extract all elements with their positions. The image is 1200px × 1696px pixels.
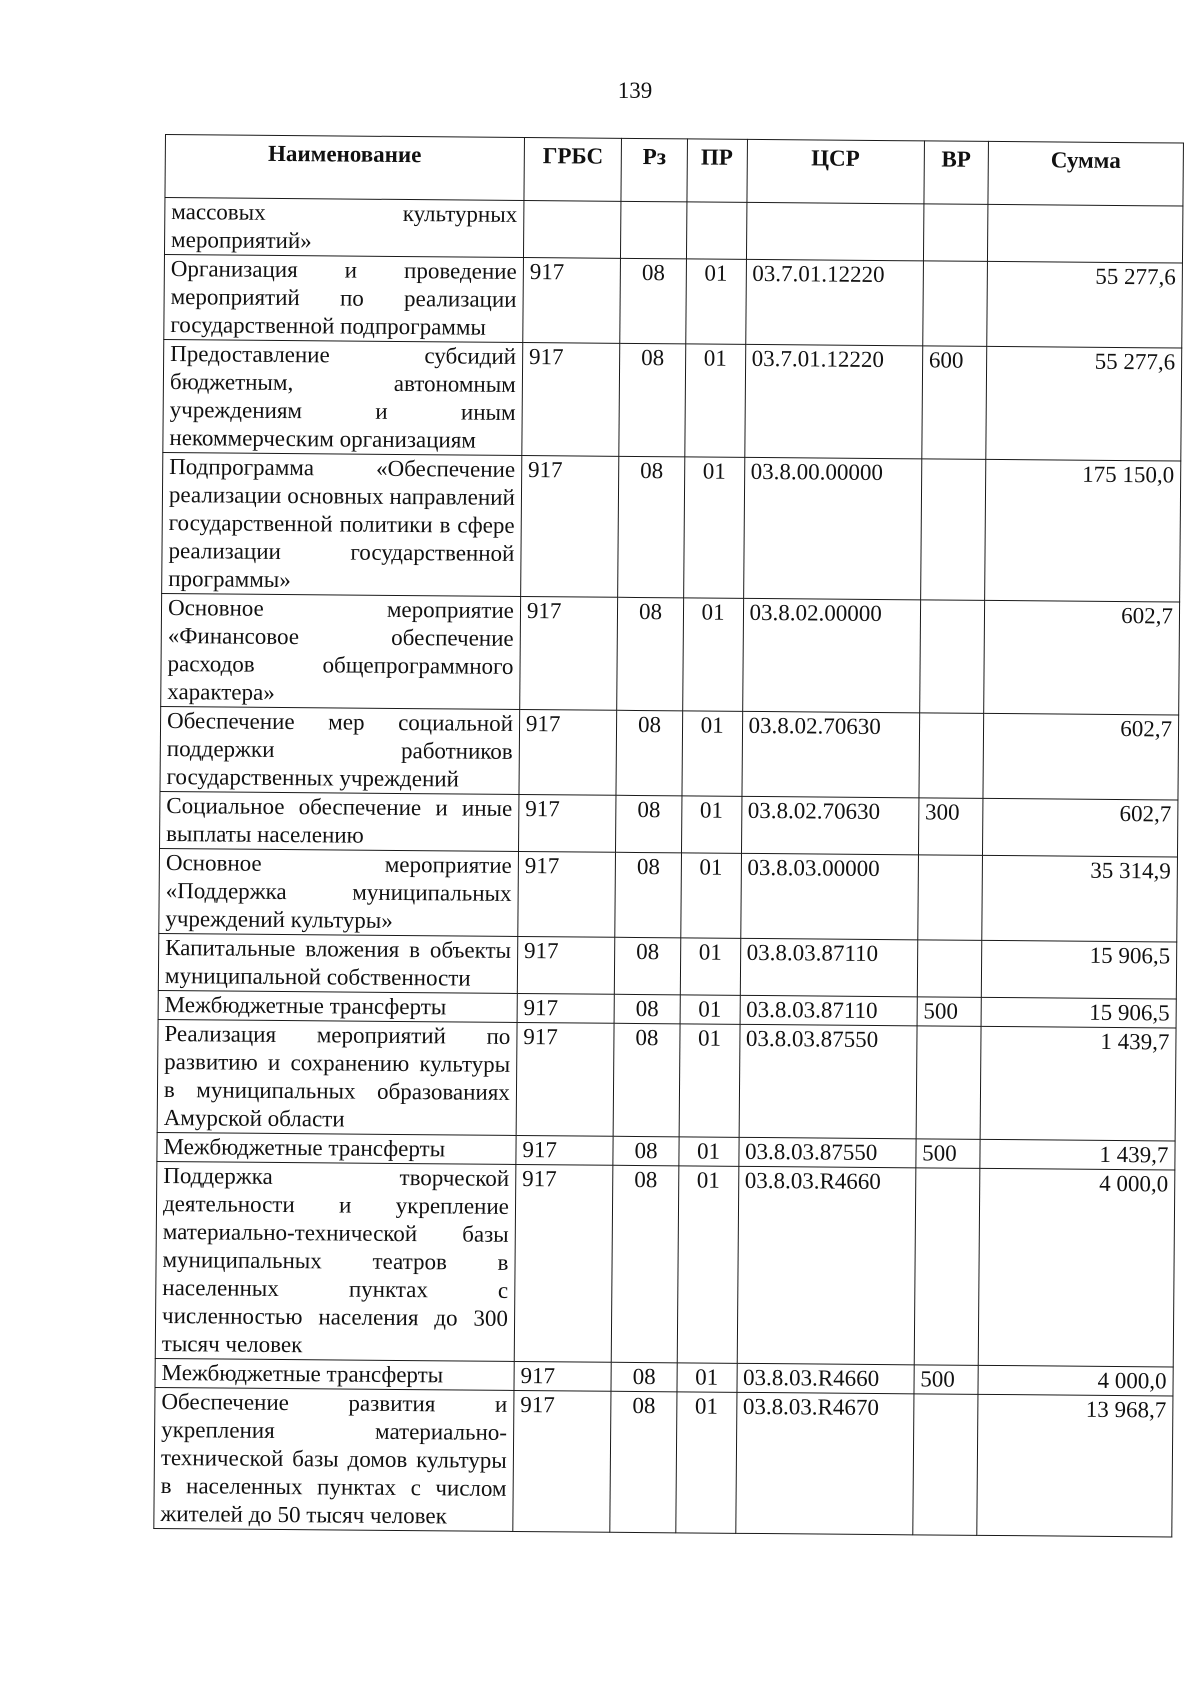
cell-grbs: 917 <box>522 343 620 457</box>
cell-pr: 01 <box>680 995 740 1025</box>
cell-pr: 01 <box>677 1363 737 1393</box>
cell-rz: 08 <box>615 852 681 938</box>
table-row <box>164 198 1182 264</box>
cell-name: Социальное обеспечение и иные выплаты населению <box>160 791 519 851</box>
cell-pr: 01 <box>685 344 746 457</box>
table-row <box>154 1387 1173 1537</box>
cell-name: Подпрограмма «Обеспечение реализации основных направлений государственной политики в сфере реализации государственной программы» <box>162 452 522 596</box>
cell-rz: 08 <box>618 456 685 598</box>
table-row <box>157 1019 1176 1141</box>
cell-csr: 03.8.02.70630 <box>741 711 919 797</box>
cell-vr <box>917 940 982 998</box>
cell-name: Капитальные вложения в объекты муниципальной собственности <box>158 933 517 993</box>
cell-name: Обеспечение развития и укрепления материально-технической базы домов культуры в населенных пунктах с числом жителей до 50 тысяч человек <box>154 1387 514 1531</box>
budget-table <box>153 134 1184 1537</box>
table-row <box>159 848 1178 942</box>
cell-rz: 08 <box>610 1391 677 1533</box>
table-row <box>155 1161 1175 1367</box>
cell-vr <box>919 713 984 799</box>
header-sum: Сумма <box>988 141 1184 206</box>
cell-pr: 01 <box>683 457 744 598</box>
cell-rz: 08 <box>611 1362 677 1392</box>
cell-vr <box>923 261 988 347</box>
table-header-row <box>165 135 1183 207</box>
cell-grbs: 917 <box>517 936 615 994</box>
cell-sum: 602,7 <box>982 798 1177 857</box>
table-row <box>161 593 1180 715</box>
cell-csr: 03.8.00.00000 <box>743 457 921 599</box>
cell-sum: 55 277,6 <box>987 261 1183 348</box>
cell-rz: 08 <box>619 343 685 457</box>
table-row <box>163 339 1182 461</box>
header-name: Наименование <box>165 135 524 201</box>
cell-sum: 13 968,7 <box>977 1394 1173 1537</box>
table-row <box>164 254 1183 348</box>
cell-grbs: 917 <box>513 1390 612 1532</box>
cell-vr <box>918 855 983 941</box>
cell-pr: 01 <box>676 1392 737 1533</box>
cell-vr <box>920 459 985 601</box>
cell-csr: 03.8.03.R4670 <box>735 1392 913 1534</box>
cell-csr: 03.7.01.12220 <box>745 259 923 345</box>
cell-csr: 03.8.02.00000 <box>742 598 920 712</box>
cell-grbs: 917 <box>518 794 616 852</box>
header-vr: ВР <box>924 141 989 205</box>
cell-pr: 01 <box>682 711 743 796</box>
cell-sum: 55 277,6 <box>986 346 1182 461</box>
cell-sum: 1 439,7 <box>980 1026 1176 1141</box>
cell-rz: 08 <box>616 710 682 796</box>
cell-sum: 175 150,0 <box>985 459 1181 602</box>
cell-csr: 03.8.02.70630 <box>741 796 919 854</box>
cell-vr: 500 <box>917 997 981 1027</box>
cell-name: Межбюджетные трансферты <box>155 1358 514 1390</box>
cell-pr: 01 <box>685 259 746 344</box>
cell-grbs: 917 <box>520 596 618 710</box>
cell-csr: 03.8.03.87110 <box>740 938 918 996</box>
cell-csr: 03.8.03.87110 <box>740 995 917 1025</box>
cell-csr: 03.8.03.00000 <box>740 853 918 939</box>
cell-vr <box>913 1394 978 1536</box>
cell-grbs: 917 <box>514 1361 612 1391</box>
cell-rz: 08 <box>612 1165 679 1363</box>
cell-pr: 01 <box>682 598 743 711</box>
cell-rz: 08 <box>616 795 682 853</box>
cell-grbs: 917 <box>516 1022 614 1136</box>
cell-grbs <box>523 201 621 259</box>
cell-pr: 01 <box>680 938 740 995</box>
cell-vr <box>919 600 984 714</box>
table-row <box>162 452 1181 602</box>
cell-pr: 01 <box>677 1166 738 1363</box>
cell-rz: 08 <box>617 597 683 711</box>
table-row <box>160 706 1179 800</box>
cell-csr: 03.8.03.87550 <box>739 1024 917 1138</box>
cell-vr: 500 <box>914 1365 978 1395</box>
cell-name: Обеспечение мер социальной поддержки работников государственных учреждений <box>160 706 520 794</box>
cell-name: Поддержка творческой деятельности и укрепление материально-технической базы муниципальных театров в населенных пунктах с численностью населения до 300 тысяч человек <box>155 1161 516 1361</box>
cell-csr: 03.8.03.R4660 <box>737 1166 916 1364</box>
cell-name: массовых культурных мероприятий» <box>164 198 523 258</box>
cell-name: Реализация мероприятий по развитию и сохранению культуры в муниципальных образованиях Амурской области <box>157 1019 517 1135</box>
cell-vr: 300 <box>918 798 983 856</box>
cell-grbs: 917 <box>521 455 620 597</box>
cell-rz: 08 <box>613 1023 679 1137</box>
table-row <box>160 791 1178 857</box>
cell-csr <box>746 202 924 260</box>
cell-sum: 15 906,5 <box>981 997 1176 1028</box>
cell-vr: 500 <box>916 1139 980 1169</box>
cell-name: Предоставление субсидий бюджетным, автономным учреждениям и иным некоммерческим организациям <box>163 339 523 455</box>
cell-pr: 01 <box>681 796 741 853</box>
header-rz: Рз <box>621 138 687 202</box>
cell-name: Организация и проведение мероприятий по реализации государственной подпрограммы <box>164 254 524 342</box>
cell-sum: 4 000,0 <box>978 1168 1175 1367</box>
cell-pr: 01 <box>679 1024 740 1137</box>
page-number: 139 <box>617 78 653 103</box>
cell-sum: 602,7 <box>983 713 1179 800</box>
cell-vr <box>914 1168 980 1366</box>
header-grbs: ГРБС <box>524 138 622 202</box>
cell-vr <box>923 204 988 262</box>
cell-grbs: 917 <box>517 993 615 1023</box>
cell-sum: 35 314,9 <box>982 855 1178 942</box>
cell-grbs: 917 <box>519 709 617 795</box>
cell-rz: 08 <box>613 1136 679 1166</box>
cell-sum: 602,7 <box>984 600 1180 715</box>
cell-name: Основное мероприятие «Финансовое обеспечение расходов общепрограммного характера» <box>161 593 521 709</box>
cell-csr: 03.8.03.87550 <box>738 1137 915 1167</box>
cell-vr <box>916 1026 981 1140</box>
table-row <box>158 933 1176 999</box>
cell-grbs: 917 <box>523 258 621 344</box>
header-csr: ЦСР <box>746 139 924 203</box>
cell-rz <box>621 201 687 259</box>
cell-rz: 08 <box>620 258 686 344</box>
cell-sum <box>987 204 1182 263</box>
cell-vr: 600 <box>922 346 987 460</box>
header-pr: ПР <box>687 139 747 202</box>
cell-pr: 01 <box>680 853 741 938</box>
cell-name: Межбюджетные трансферты <box>157 1132 516 1164</box>
cell-pr <box>686 202 746 259</box>
cell-grbs: 917 <box>514 1164 613 1362</box>
cell-name: Межбюджетные трансферты <box>158 990 517 1022</box>
cell-rz: 08 <box>614 994 680 1024</box>
cell-sum: 15 906,5 <box>981 940 1176 999</box>
cell-grbs: 917 <box>518 851 616 937</box>
cell-grbs: 917 <box>516 1135 614 1165</box>
cell-rz: 08 <box>615 937 681 995</box>
cell-csr: 03.7.01.12220 <box>744 344 922 458</box>
cell-name: Основное мероприятие «Поддержка муниципальных учреждений культуры» <box>159 848 519 936</box>
cell-sum: 1 439,7 <box>980 1139 1175 1170</box>
cell-csr: 03.8.03.R4660 <box>736 1363 913 1393</box>
cell-sum: 4 000,0 <box>978 1365 1173 1396</box>
cell-pr: 01 <box>679 1137 739 1167</box>
